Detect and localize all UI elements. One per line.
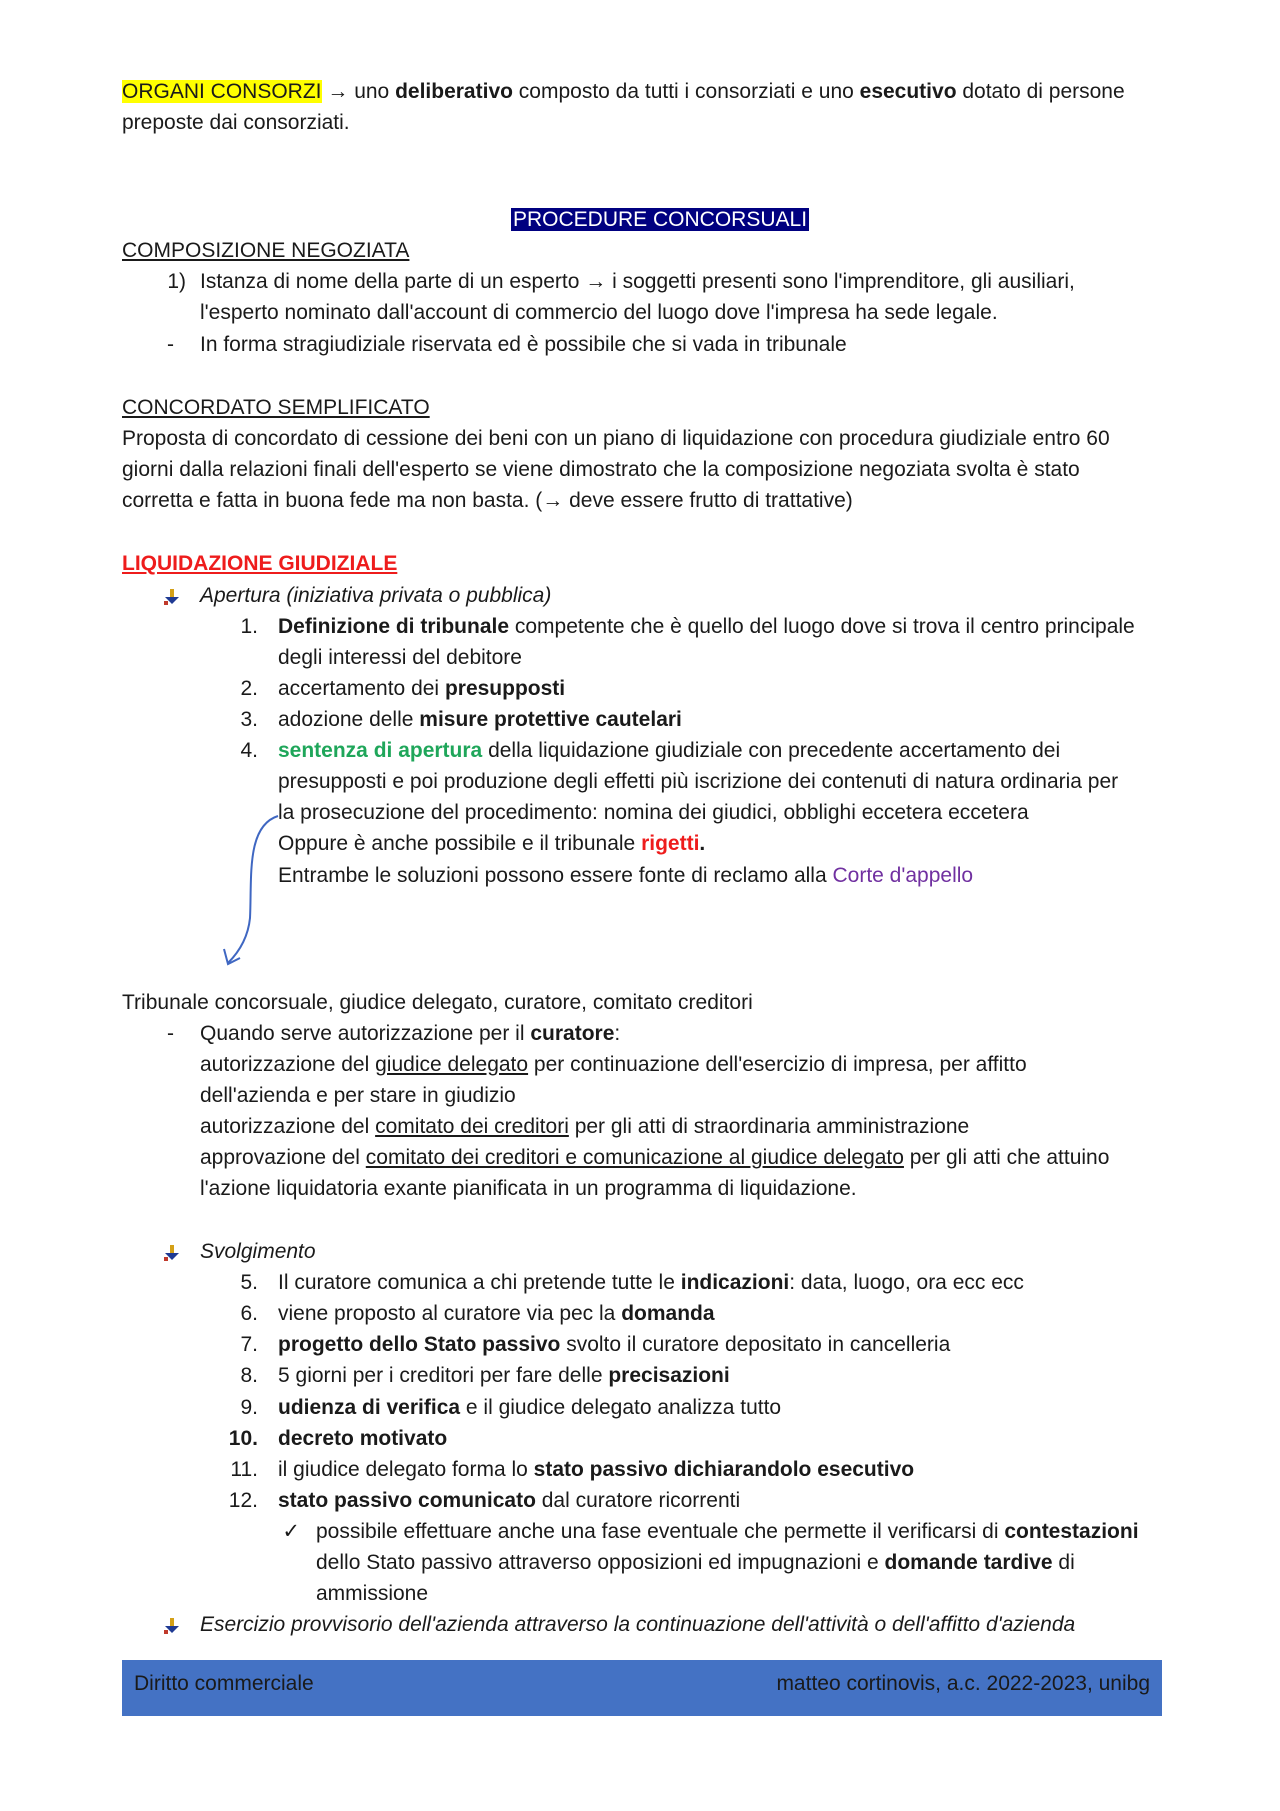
text: uno bbox=[348, 80, 396, 103]
text: corretta e fatta in buona fede ma non basta. ( bbox=[122, 489, 543, 512]
organi-line-1 bbox=[122, 76, 1125, 107]
text-bold: indicazioni bbox=[680, 1271, 790, 1294]
text-bold: esecutivo bbox=[859, 80, 957, 103]
text-red: rigetti bbox=[641, 832, 700, 855]
text-underlined: comitato dei creditori e comunicazione al giudice delegato bbox=[365, 1146, 904, 1169]
arrow-icon: → bbox=[327, 80, 349, 103]
bullet-arrow-icon bbox=[162, 1243, 182, 1263]
list-item bbox=[200, 1018, 620, 1049]
list-item-continuation bbox=[200, 1111, 969, 1142]
organi-label: ORGANI CONSORZI bbox=[122, 80, 322, 103]
text: viene proposto al curatore via pec la bbox=[278, 1302, 622, 1325]
list-number: 2. bbox=[240, 677, 258, 700]
text: competente che è quello del luogo dove si trova il centro principale bbox=[509, 615, 1135, 638]
text: dello Stato passivo attraverso opposizioni ed impugnazioni e bbox=[316, 1551, 885, 1574]
text-bold: domanda bbox=[621, 1302, 715, 1325]
text: dotato di persone bbox=[956, 80, 1125, 103]
text: autorizzazione del bbox=[200, 1115, 376, 1138]
list-item bbox=[278, 1298, 715, 1329]
text: il giudice delegato forma lo bbox=[278, 1458, 534, 1481]
text: di bbox=[1052, 1551, 1075, 1574]
text: 5 giorni per i creditori per fare delle bbox=[278, 1364, 609, 1387]
list-number: 5. bbox=[240, 1271, 258, 1294]
footer-author: matteo cortinovis, a.c. 2022-2023, unibg bbox=[776, 1672, 1150, 1695]
text: i soggetti presenti sono l'imprenditore, gli ausiliari, bbox=[606, 270, 1075, 293]
list-item-continuation bbox=[278, 828, 705, 859]
list-item-continuation: dell'azienda e per stare in giudizio bbox=[200, 1084, 516, 1107]
list-dash: - bbox=[167, 333, 174, 356]
text-green: sentenza di apertura bbox=[278, 739, 483, 762]
list-number: 9. bbox=[240, 1396, 258, 1419]
text: per gli atti che attuino bbox=[903, 1146, 1110, 1169]
organi-line-2: preposte dai consorziati. bbox=[122, 111, 350, 134]
list-item-continuation bbox=[316, 1547, 1075, 1578]
list-number: 8. bbox=[240, 1364, 258, 1387]
list-item bbox=[278, 1360, 730, 1391]
list-item-continuation: ammissione bbox=[316, 1582, 429, 1605]
text-bold: presupposti bbox=[444, 677, 566, 700]
page-footer bbox=[122, 1660, 1162, 1716]
list-item bbox=[278, 735, 1060, 766]
text-underlined: comitato dei creditori bbox=[375, 1115, 569, 1138]
composizione-heading: COMPOSIZIONE NEGOZIATA bbox=[122, 239, 410, 262]
text-purple: Corte d'appello bbox=[832, 864, 974, 887]
paragraph-line: giorni dalla relazioni finali dell'esperto se viene dimostrato che la composizione negoziata svolta è stato bbox=[122, 458, 1080, 481]
list-number: 4. bbox=[240, 739, 258, 762]
list-number: 11. bbox=[230, 1458, 258, 1481]
arrow-icon: → bbox=[585, 270, 607, 293]
concordato-heading: CONCORDATO SEMPLIFICATO bbox=[122, 396, 430, 419]
section-title-text: PROCEDURE CONCORSUALI bbox=[513, 208, 808, 231]
bullet-arrow-icon bbox=[162, 587, 182, 607]
list-item bbox=[200, 266, 1075, 297]
text-bold: stato passivo comunicato bbox=[278, 1489, 536, 1512]
list-item-continuation bbox=[200, 1049, 1027, 1080]
text: adozione delle bbox=[278, 708, 420, 731]
esercizio-heading: Esercizio provvisorio dell'azienda attraverso la continuazione dell'attività o dell'affitto d'azienda bbox=[200, 1613, 1076, 1636]
text-bold: deliberativo bbox=[395, 80, 513, 103]
list-item bbox=[316, 1516, 1139, 1547]
text: per gli atti di straordinaria amministrazione bbox=[568, 1115, 970, 1138]
list-number: 1) bbox=[167, 270, 186, 293]
text-bold: misure protettive cautelari bbox=[419, 708, 682, 731]
list-item bbox=[278, 1392, 781, 1423]
list-item-continuation: l'azione liquidatoria exante pianificata in un programma di liquidazione. bbox=[200, 1177, 857, 1200]
list-item-continuation: l'esperto nominato dall'account di commercio del luogo dove l'impresa ha sede legale. bbox=[200, 301, 998, 324]
text: Entrambe le soluzioni possono essere fonte di reclamo alla bbox=[278, 864, 833, 887]
list-item bbox=[278, 704, 682, 735]
arrow-icon: → bbox=[542, 489, 564, 512]
text: Oppure è anche possibile e il tribunale bbox=[278, 832, 642, 855]
apertura-heading: Apertura (iniziativa privata o pubblica) bbox=[200, 584, 552, 607]
section-title bbox=[511, 204, 809, 235]
text: per continuazione dell'esercizio di impresa, per affitto bbox=[528, 1053, 1027, 1076]
footer-course: Diritto commerciale bbox=[134, 1672, 314, 1695]
list-number: 7. bbox=[240, 1333, 258, 1356]
text-bold: precisazioni bbox=[608, 1364, 730, 1387]
list-item: decreto motivato bbox=[278, 1427, 448, 1450]
list-item bbox=[278, 1454, 914, 1485]
text-bold: stato passivo dichiarandolo esecutivo bbox=[533, 1458, 915, 1481]
list-item bbox=[278, 611, 1135, 642]
text-bold: Definizione di tribunale bbox=[278, 615, 510, 638]
list-dash: - bbox=[167, 1022, 174, 1045]
text: Istanza di nome della parte di un esperto bbox=[200, 270, 586, 293]
list-number: 3. bbox=[240, 708, 258, 731]
text: autorizzazione del bbox=[200, 1053, 376, 1076]
text-bold: progetto dello Stato passivo bbox=[278, 1333, 561, 1356]
text: approvazione del bbox=[200, 1146, 366, 1169]
text-underlined: giudice delegato bbox=[375, 1053, 529, 1076]
text: : data, luogo, ora ecc ecc bbox=[789, 1271, 1024, 1294]
handwritten-arrow-icon bbox=[218, 808, 298, 978]
text: . bbox=[699, 832, 706, 855]
list-number: 6. bbox=[240, 1302, 258, 1325]
checkmark-icon: ✓ bbox=[282, 1520, 300, 1543]
list-item-continuation: degli interessi del debitore bbox=[278, 646, 522, 669]
list-item bbox=[278, 1267, 1024, 1298]
paragraph-line bbox=[122, 485, 853, 516]
text: accertamento dei bbox=[278, 677, 445, 700]
list-item bbox=[278, 1329, 950, 1360]
text: della liquidazione giudiziale con precedente accertamento dei bbox=[482, 739, 1061, 762]
text: composto da tutti i consorziati e uno bbox=[512, 80, 860, 103]
bullet-arrow-icon bbox=[162, 1616, 182, 1636]
list-number: 1. bbox=[240, 615, 258, 638]
paragraph-line: Proposta di concordato di cessione dei beni con un piano di liquidazione con procedura giudiziale entro 60 bbox=[122, 427, 1110, 450]
text-bold: udienza di verifica bbox=[278, 1396, 461, 1419]
list-item-continuation bbox=[200, 1142, 1109, 1173]
list-item bbox=[278, 673, 565, 704]
text: dal curatore ricorrenti bbox=[535, 1489, 741, 1512]
svolgimento-heading: Svolgimento bbox=[200, 1240, 316, 1263]
text: Quando serve autorizzazione per il bbox=[200, 1022, 531, 1045]
text-bold: contestazioni bbox=[1004, 1520, 1139, 1543]
text: deve essere frutto di trattative) bbox=[563, 489, 853, 512]
text-bold: curatore bbox=[530, 1022, 615, 1045]
liquidazione-heading: LIQUIDAZIONE GIUDIZIALE bbox=[122, 552, 398, 575]
list-item: In forma stragiudiziale riservata ed è possibile che si vada in tribunale bbox=[200, 333, 847, 356]
tribunale-heading: Tribunale concorsuale, giudice delegato, curatore, comitato creditori bbox=[122, 991, 753, 1014]
list-item-continuation: la prosecuzione del procedimento: nomina dei giudici, obblighi eccetera eccetera bbox=[278, 801, 1029, 824]
list-item-continuation bbox=[278, 860, 973, 891]
text: possibile effettuare anche una fase eventuale che permette il verificarsi di bbox=[316, 1520, 1005, 1543]
text: e il giudice delegato analizza tutto bbox=[460, 1396, 782, 1419]
text: Il curatore comunica a chi pretende tutte le bbox=[278, 1271, 681, 1294]
list-number: 10. bbox=[228, 1427, 258, 1450]
text: : bbox=[614, 1022, 621, 1045]
list-number: 12. bbox=[228, 1489, 258, 1512]
list-item-continuation: presupposti e poi produzione degli effetti più iscrizione dei contenuti di natura ordinaria per bbox=[278, 770, 1119, 793]
text: svolto il curatore depositato in cancelleria bbox=[560, 1333, 951, 1356]
list-item bbox=[278, 1485, 740, 1516]
text-bold: domande tardive bbox=[884, 1551, 1053, 1574]
